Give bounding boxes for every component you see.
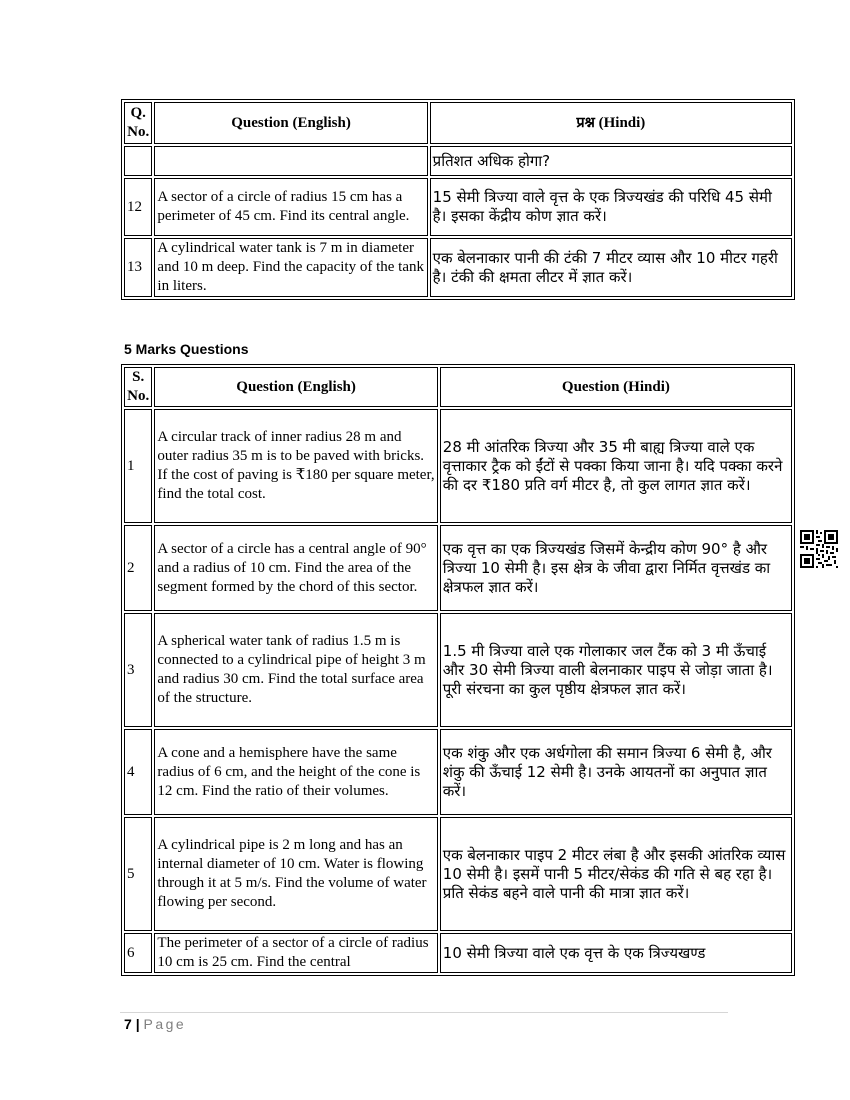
row-number: 12 (124, 178, 152, 236)
footer-divider (120, 1012, 728, 1013)
question-english (154, 146, 427, 176)
header-question-english: Question (English) (154, 367, 437, 407)
table-row (124, 933, 792, 973)
question-hindi: 28 मी आंतरिक त्रिज्या और 35 मी बाह्य त्रिज्या वाले एक वृत्ताकार ट्रैक को ईंटों से पक्का किया जाना है। यदि पक्का करने की दर ₹180 प्रति वर्ग मीटर है, तो कुल लागत ज्ञात करें। (440, 409, 792, 523)
question-hindi: 1.5 मी त्रिज्या वाले एक गोलाकार जल टैंक को 3 मी ऊँचाई और 30 सेमी त्रिज्या वाली बेलनाकार पाइप से जोड़ा जाता है। पूरी संरचना का कुल पृष्ठीय क्षेत्रफल ज्ञात करें। (440, 613, 792, 727)
question-english: A cylindrical pipe is 2 m long and has an internal diameter of 10 cm. Water is flowing through it at 5 m/s. Find the volume of water flowing per second. (154, 817, 437, 931)
header-question-hindi: Question (Hindi) (440, 367, 792, 407)
header-question-hindi: प्रश्न (Hindi) (430, 102, 792, 144)
question-english: A sector of a circle has a central angle of 90° and a radius of 10 cm. Find the area of the segment formed by the chord of this sector. (154, 525, 437, 611)
table-row (124, 729, 792, 815)
section-title: 5 Marks Questions (124, 341, 249, 357)
question-hindi: 15 सेमी त्रिज्या वाले वृत्त के एक त्रिज्यखंड की परिधि 45 सेमी है। इसका केंद्रीय कोण ज्ञात करें। (430, 178, 792, 236)
row-number: 13 (124, 238, 152, 297)
question-english: A cone and a hemisphere have the same radius of 6 cm, and the height of the cone is 12 cm. Find the ratio of their volumes. (154, 729, 437, 815)
question-english: A sector of a circle of radius 15 cm has a perimeter of 45 cm. Find its central angle. (154, 178, 427, 236)
question-hindi: एक वृत्त का एक त्रिज्यखंड जिसमें केन्द्रीय कोण 90° है और त्रिज्या 10 सेमी है। इस क्षेत्र के जीवा द्वारा निर्मित वृत्तखंड का क्षेत्रफल ज्ञात करें। (440, 525, 792, 611)
table-row (124, 817, 792, 931)
question-hindi: प्रतिशत अधिक होगा? (430, 146, 792, 176)
footer-separator: | (135, 1016, 140, 1032)
page-label: Page (143, 1016, 187, 1032)
question-english: A cylindrical water tank is 7 m in diameter and 10 m deep. Find the capacity of the tank in liters. (154, 238, 427, 297)
row-number: 2 (124, 525, 152, 611)
question-hindi: एक बेलनाकार पाइप 2 मीटर लंबा है और इसकी आंतरिक व्यास 10 सेमी है। इसमें पानी 5 मीटर/सेकंड की गति से बह रहा है। प्रति सेकंड बहने वाले पानी की मात्रा ज्ञात करें। (440, 817, 792, 931)
table-row (124, 146, 792, 176)
table-row (124, 613, 792, 727)
table-row (124, 178, 792, 236)
questions-table-continued (121, 99, 795, 300)
header-question-english: Question (English) (154, 102, 427, 144)
row-number: 4 (124, 729, 152, 815)
row-number: 5 (124, 817, 152, 931)
question-english: A spherical water tank of radius 1.5 m is connected to a cylindrical pipe of height 3 m and radius 30 cm. Find the total surface area of the structure. (154, 613, 437, 727)
page-footer (124, 1016, 186, 1032)
table-row (124, 409, 792, 523)
row-number: 6 (124, 933, 152, 973)
header-qno: Q. No. (124, 102, 152, 144)
table-row (124, 238, 792, 297)
question-english: A circular track of inner radius 28 m and outer radius 35 m is to be paved with bricks. If the cost of paving is ₹180 per square meter, find the total cost. (154, 409, 437, 523)
row-number: 3 (124, 613, 152, 727)
question-hindi: एक बेलनाकार पानी की टंकी 7 मीटर व्यास और 10 मीटर गहरी है। टंकी की क्षमता लीटर में ज्ञात करें। (430, 238, 792, 297)
qr-code-icon[interactable] (800, 530, 838, 568)
question-english: The perimeter of a sector of a circle of radius 10 cm is 25 cm. Find the central (154, 933, 437, 973)
page-number: 7 (124, 1016, 132, 1032)
five-marks-questions-table (121, 364, 795, 976)
row-number: 1 (124, 409, 152, 523)
question-hindi: एक शंकु और एक अर्धगोला की समान त्रिज्या 6 सेमी है, और शंकु की ऊँचाई 12 सेमी है। उनके आयतनों का अनुपात ज्ञात करें। (440, 729, 792, 815)
question-hindi: 10 सेमी त्रिज्या वाले एक वृत्त के एक त्रिज्यखण्ड (440, 933, 792, 973)
header-sno: S. No. (124, 367, 152, 407)
table-row (124, 525, 792, 611)
row-number (124, 146, 152, 176)
